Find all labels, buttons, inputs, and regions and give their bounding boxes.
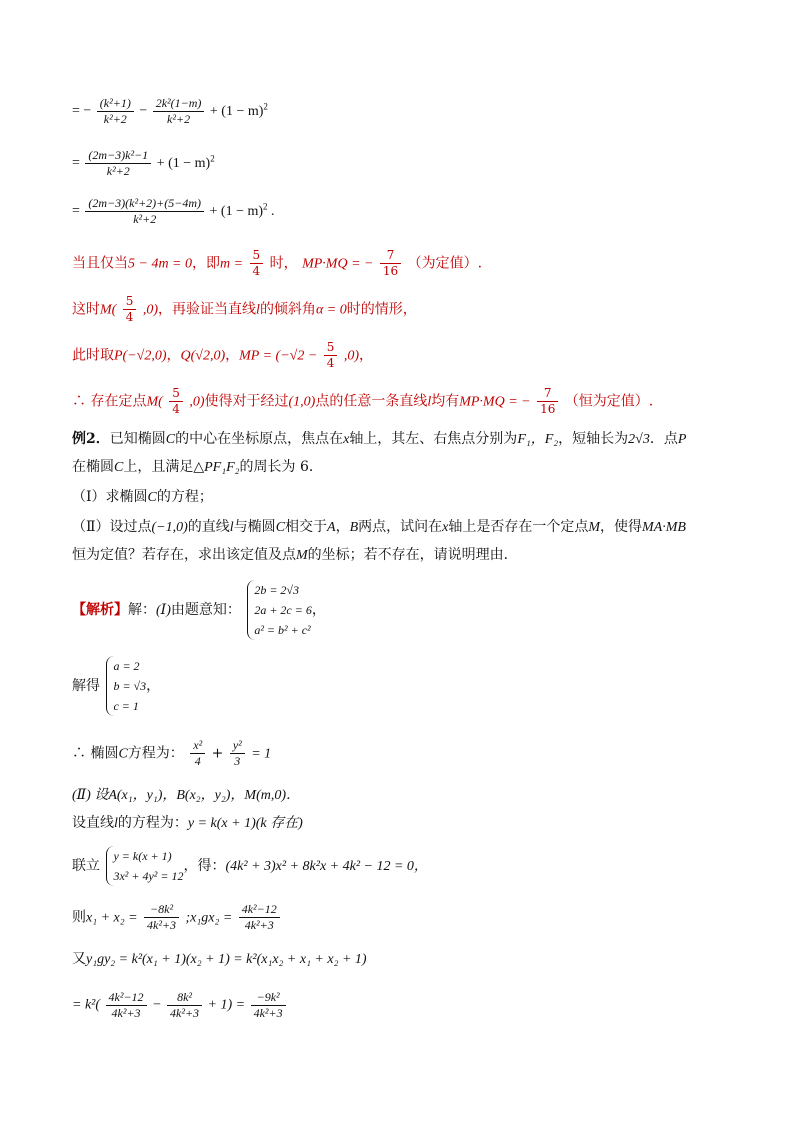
- fraction: $\frac{\text{y²}}{3}$: [230, 738, 245, 769]
- equation-system: 2b = 2√3 2a + 2c = 6 a² = b² + c²: [247, 580, 312, 640]
- fraction: $\frac{5}{4}$: [324, 340, 338, 371]
- ellipse-equation: ∴ 椭圆C方程为： $\frac{\text{x²}}{4}$ + $\frac{\text{y²}}{3}$ = 1: [72, 738, 272, 768]
- question-1: （Ⅰ）求椭圆C的方程；: [72, 489, 213, 505]
- formula-line-2: = $\frac{\text{(2m−3)k²−1}}{\text{k²+2}}$ + $(1 - m)^2$: [72, 148, 215, 178]
- line-equation: 设直线l的方程为：y = k(x + 1)(k 存在): [72, 815, 303, 831]
- solution-part-2: (Ⅱ) 设A(x₁，y₁)，B(x₂，y₂)，M(m,0)．: [72, 788, 301, 803]
- formula-line-1: = − $\frac{\text{(k²+1)}}{\text{k²+2}}$ − $\frac{\text{2k²(1−m)}}{\text{k²+2}}$ + $(1 - m)^2$: [72, 96, 268, 126]
- final-conclusion-line: ∴ 存在定点M( $\frac{5}{4}$ ,0)使得对于经过(1,0)点的任意一条直线l均有MP·MQ = − $\frac{7}{16}$ （恒为定值）.: [72, 386, 654, 416]
- fraction: $\frac{\text{4k²−12}}{\text{4k²+3}}$: [106, 990, 147, 1021]
- solution-part-1: 【解析】解：(Ⅰ)由题意知： 2b = 2√3 2a + 2c = 6 a² = b² + c² ，: [72, 580, 326, 640]
- verification-line: 这时M( $\frac{5}{4}$ ,0)，再验证当直线l的倾斜角α = 0时的情形，: [72, 294, 417, 324]
- fraction: $\frac{7}{16}$: [380, 248, 401, 279]
- product-line: 又y₁gy₂ = k²(x₁ + 1)(x₂ + 1) = k²(x₁x₂ + x₁ + x₂ + 1): [72, 951, 367, 967]
- fraction: $\frac{7}{16}$: [537, 386, 558, 417]
- fraction: $\frac{\text{8k²}}{\text{4k²+3}}$: [167, 990, 202, 1021]
- fraction: $\frac{\text{2k²(1−m)}}{\text{k²+2}}$: [153, 96, 205, 127]
- fraction: $\frac{\text{−9k²}}{\text{4k²+3}}$: [251, 990, 286, 1021]
- solution-result: 解得 a = 2 b = √3 c = 1 ，: [72, 656, 160, 716]
- fraction: $\frac{\text{x²}}{4}$: [190, 738, 205, 769]
- fraction: $\frac{5}{4}$: [123, 294, 137, 325]
- example-2-line-1: 例2．已知椭圆C的中心在坐标原点，焦点在x轴上，其左、右焦点分别为F₁，F₂，短轴长为2√3．点P: [72, 431, 687, 447]
- fraction: $\frac{\text{(k²+1)}}{\text{k²+2}}$: [97, 96, 134, 127]
- equation-system: y = k(x + 1) 3x² + 4y² = 12: [106, 846, 183, 886]
- fraction: $\frac{\text{−8k²}}{\text{4k²+3}}$: [144, 902, 179, 933]
- product-result: = k²( $\frac{\text{4k²−12}}{\text{4k²+3}}$ − $\frac{\text{8k²}}{\text{4k²+3}}$ + 1) = $\frac{\text{−9k²}}{\text{4k²+3}}$: [72, 990, 288, 1021]
- fraction: $\frac{\text{(2m−3)k²−1}}{\text{k²+2}}$: [85, 148, 151, 179]
- question-2-line-2: 恒为定值？若存在，求出该定值及点M的坐标；若不存在，请说明理由．: [72, 547, 518, 563]
- example-2-line-2: 在椭圆C上，且满足△PF₁F₂的周长为 6．: [72, 459, 323, 475]
- equation-system: a = 2 b = √3 c = 1: [106, 656, 146, 716]
- fraction: $\frac{\text{(2m−3)(k²+2)+(5−4m)}}{\text{k²+2}}$: [85, 196, 204, 227]
- fraction: $\frac{5}{4}$: [169, 386, 183, 417]
- question-2-line-1: （Ⅱ）设过点(−1,0)的直线l与椭圆C相交于A，B两点，试问在x轴上是否存在一个定点M，使得MA·MB: [72, 519, 686, 535]
- conclusion-line: 当且仅当5 − 4m = 0，即m = $\frac{5}{4}$ 时， MP·MQ = − $\frac{7}{16}$ （为定值）.: [72, 248, 483, 278]
- vieta-line: 则x₁ + x₂ = $\frac{\text{−8k²}}{\text{4k²+3}}$ ;x₁gx₂ = $\frac{\text{4k²−12}}{\text{4k²+3}}$: [72, 902, 282, 933]
- fraction: $\frac{5}{4}$: [250, 248, 264, 279]
- simultaneous-equations: 联立 y = k(x + 1) 3x² + 4y² = 12 ，得：(4k² + 3)x² + 8k²x + 4k² − 12 = 0，: [72, 846, 428, 886]
- case-line: 此时取P(−√2,0)，Q(√2,0)，MP = (−√2 − $\frac{5}{4}$ ,0)，: [72, 340, 374, 370]
- fraction: $\frac{\text{4k²−12}}{\text{4k²+3}}$: [239, 902, 280, 933]
- formula-line-3: = $\frac{\text{(2m−3)(k²+2)+(5−4m)}}{\text{k²+2}}$ + $(1 - m)^2$ .: [72, 196, 275, 226]
